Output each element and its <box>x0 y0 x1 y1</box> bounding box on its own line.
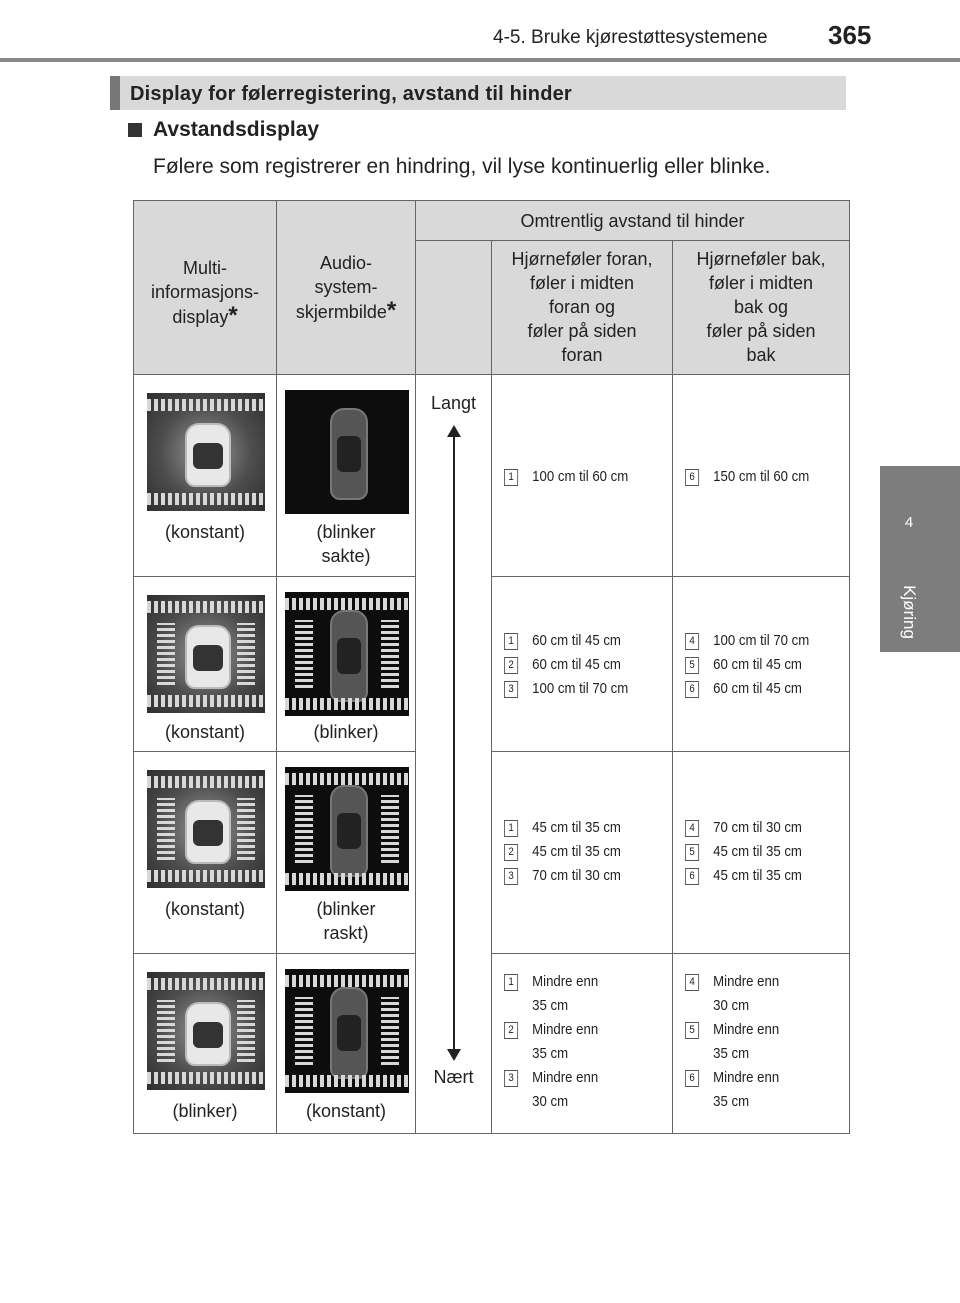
front-distance-entry <box>504 653 621 677</box>
sensor-number-badge: 4 <box>685 820 699 837</box>
rear-distance-entry <box>685 970 779 1018</box>
chapter-tab-label: Kjøring <box>900 585 919 639</box>
header-distance: Omtrentlig avstand til hinder <box>416 201 850 241</box>
distance-value: 100 cm til 70 cm <box>713 632 810 649</box>
header-audio-screen <box>277 201 416 375</box>
subheading: Avstandsdisplay <box>153 118 320 141</box>
audio-screen-caption: (blinker raskt) <box>316 899 376 943</box>
chapter-title: 4-5. Bruke kjørestøttesystemene <box>493 27 768 48</box>
multi-display-image <box>147 972 265 1090</box>
multi-display-image <box>147 393 265 511</box>
multi-display-caption: (konstant) <box>164 899 246 919</box>
multi-display-cell <box>134 577 277 752</box>
header-front-sensors: Hjørneføler foran, føler i midten foran og føler på siden foran <box>492 241 673 375</box>
sensor-number-badge: 6 <box>685 1070 699 1087</box>
section-title-accent <box>110 76 120 110</box>
rear-distance-entry <box>685 629 809 653</box>
distance-value: 60 cm til 45 cm <box>713 680 802 697</box>
sensor-number-badge: 6 <box>685 469 699 486</box>
square-bullet-icon <box>128 123 142 137</box>
header-multi-display <box>134 201 277 375</box>
sensor-number-badge: 3 <box>504 681 518 698</box>
distance-value: 100 cm til 70 cm <box>532 680 629 697</box>
sensor-number-badge: 2 <box>504 844 518 861</box>
multi-display-image <box>147 595 265 713</box>
near-label: Nært <box>433 1067 474 1087</box>
rear-distance-entry <box>685 1066 779 1114</box>
front-distance-cell <box>492 752 673 954</box>
rear-distance-cell <box>673 954 850 1134</box>
distance-value: 70 cm til 30 cm <box>713 819 802 836</box>
front-distance-entry <box>504 970 598 1018</box>
sensor-number-badge: 3 <box>504 1070 518 1087</box>
far-label: Langt <box>430 393 477 413</box>
asterisk-mark: * <box>228 302 238 329</box>
distance-value: 60 cm til 45 cm <box>532 656 621 673</box>
page-number: 365 <box>828 20 872 50</box>
distance-value: 70 cm til 30 cm <box>532 867 621 884</box>
rear-distance-entry <box>685 653 802 677</box>
audio-screen-cell <box>277 752 416 954</box>
multi-display-caption: (blinker) <box>172 1101 238 1121</box>
multi-display-cell <box>134 375 277 577</box>
front-distance-cell <box>492 954 673 1134</box>
chapter-tab-number: 4 <box>904 514 914 531</box>
arrow-down-icon <box>447 1049 461 1061</box>
audio-screen-image <box>285 969 409 1093</box>
front-distance-entry <box>504 864 621 888</box>
audio-screen-cell <box>277 375 416 577</box>
distance-value: Mindre enn 35 cm <box>532 973 599 1014</box>
front-distance-entry <box>504 1018 598 1066</box>
header-rear-sensors: Hjørneføler bak, føler i midten bak og føler på siden bak <box>673 241 850 375</box>
rear-distance-cell <box>673 577 850 752</box>
distance-value: Mindre enn 30 cm <box>532 1069 599 1110</box>
section-title: Display for følerregistering, avstand til hinder <box>130 83 572 105</box>
sensor-number-badge: 2 <box>504 1022 518 1039</box>
distance-value: 45 cm til 35 cm <box>532 843 621 860</box>
audio-screen-cell <box>277 577 416 752</box>
asterisk-mark: * <box>386 297 397 324</box>
audio-screen-cell <box>277 954 416 1134</box>
front-distance-entry <box>504 840 621 864</box>
rear-distance-cell <box>673 752 850 954</box>
multi-display-caption: (konstant) <box>164 522 246 542</box>
rear-distance-cell <box>673 375 850 577</box>
multi-display-label: Multi- informasjons- display <box>150 258 260 327</box>
header-divider <box>0 58 960 62</box>
audio-screen-image <box>285 767 409 891</box>
sensor-number-badge: 4 <box>685 974 699 991</box>
audio-screen-image <box>285 390 409 514</box>
rear-distance-entry <box>685 864 802 888</box>
distance-value: Mindre enn 30 cm <box>713 973 780 1014</box>
audio-screen-image <box>285 592 409 716</box>
distance-value: 100 cm til 60 cm <box>532 468 629 485</box>
multi-display-cell <box>134 752 277 954</box>
chapter-side-tab <box>880 466 960 652</box>
rear-distance-entry <box>685 465 809 489</box>
front-distance-entry <box>504 629 621 653</box>
multi-display-image <box>147 770 265 888</box>
sensor-number-badge: 1 <box>504 633 518 650</box>
sensor-number-badge: 1 <box>504 974 518 991</box>
sensor-number-badge: 3 <box>504 868 518 885</box>
distance-value: 45 cm til 35 cm <box>713 867 802 884</box>
sensor-number-badge: 4 <box>685 633 699 650</box>
body-paragraph: Følere som registrerer en hindring, vil lyse kontinuerlig eller blinke. <box>153 155 771 178</box>
front-distance-cell <box>492 375 673 577</box>
distance-value: 60 cm til 45 cm <box>713 656 802 673</box>
sensor-number-badge: 1 <box>504 820 518 837</box>
distance-value: 60 cm til 45 cm <box>532 632 621 649</box>
sensor-number-badge: 2 <box>504 657 518 674</box>
audio-screen-caption: (blinker sakte) <box>316 522 376 566</box>
header-arrow-spacer <box>416 241 492 375</box>
audio-screen-caption: (konstant) <box>305 1101 387 1121</box>
distance-value: 150 cm til 60 cm <box>713 468 810 485</box>
distance-value: Mindre enn 35 cm <box>713 1021 780 1062</box>
sensor-number-badge: 5 <box>685 657 699 674</box>
sensor-number-badge: 1 <box>504 469 518 486</box>
front-distance-cell <box>492 577 673 752</box>
rear-distance-entry <box>685 1018 779 1066</box>
rear-distance-entry <box>685 677 802 701</box>
distance-value: 45 cm til 35 cm <box>713 843 802 860</box>
distance-value: 45 cm til 35 cm <box>532 819 621 836</box>
rear-distance-entry <box>685 840 802 864</box>
distance-arrow-cell <box>416 375 492 1134</box>
sensor-number-badge: 5 <box>685 1022 699 1039</box>
sensor-number-badge: 6 <box>685 681 699 698</box>
multi-display-cell <box>134 954 277 1134</box>
multi-display-caption: (konstant) <box>164 722 246 742</box>
front-distance-entry <box>504 677 628 701</box>
distance-value: Mindre enn 35 cm <box>532 1021 599 1062</box>
sensor-number-badge: 5 <box>685 844 699 861</box>
audio-screen-caption: (blinker) <box>313 722 379 742</box>
front-distance-entry <box>504 1066 598 1114</box>
sensor-number-badge: 6 <box>685 868 699 885</box>
distance-arrow-line <box>453 433 455 1051</box>
audio-screen-label: Audio- system- skjermbilde <box>295 253 387 322</box>
rear-distance-entry <box>685 816 802 840</box>
distance-value: Mindre enn 35 cm <box>713 1069 780 1110</box>
distance-table <box>133 200 850 1134</box>
front-distance-entry <box>504 465 628 489</box>
front-distance-entry <box>504 816 621 840</box>
